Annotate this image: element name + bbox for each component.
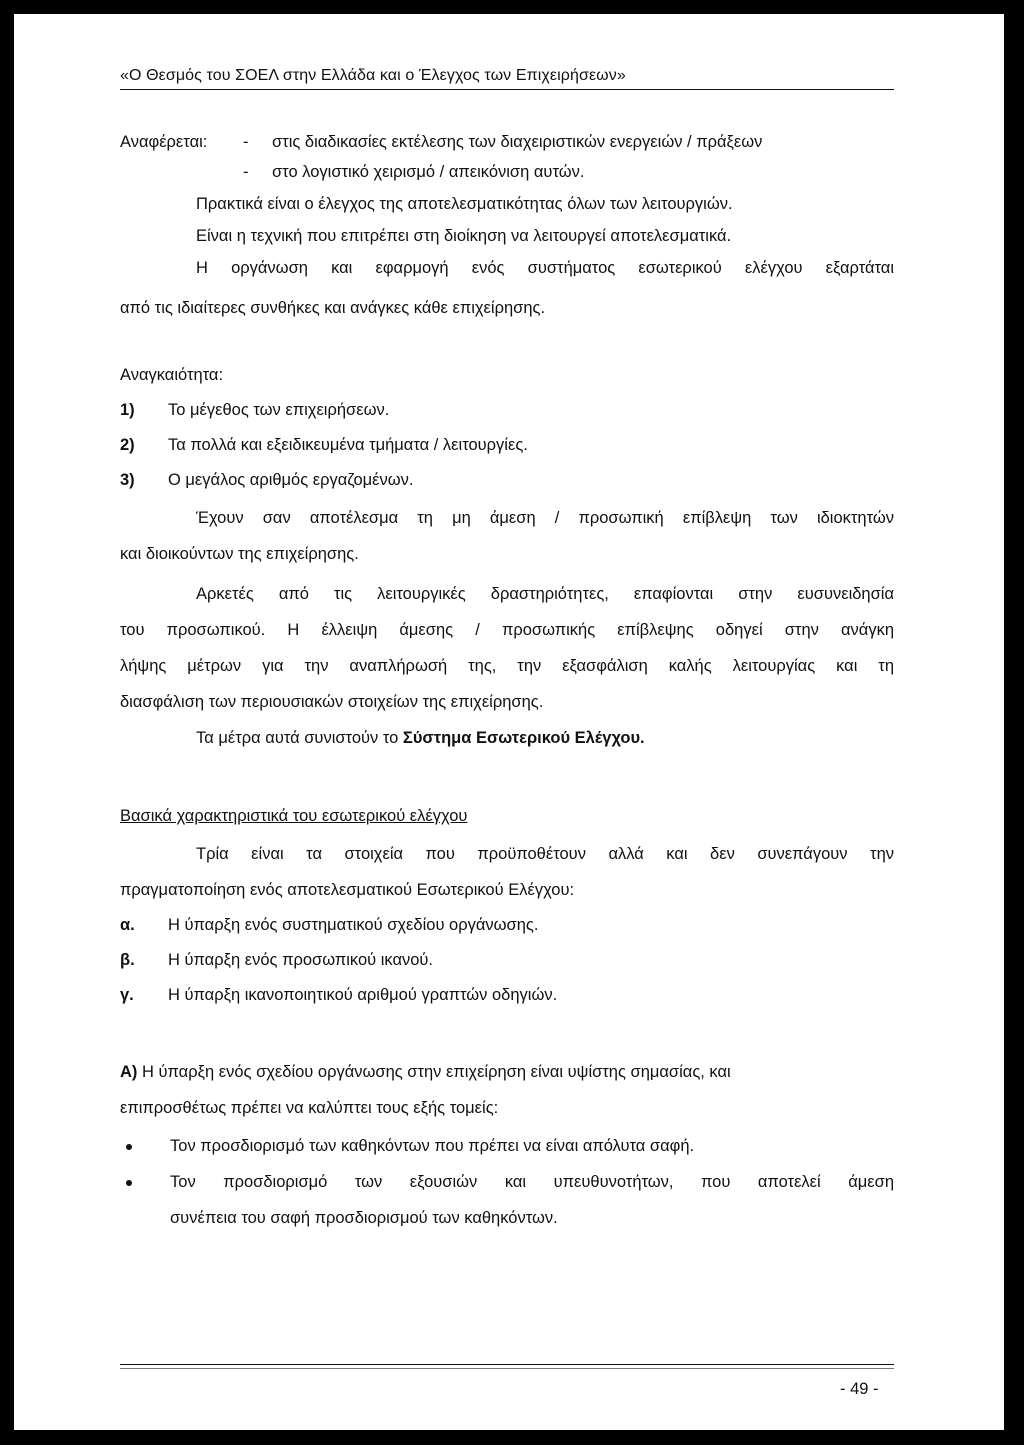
necessity-p1-line-1: Έχουν σαν αποτέλεσμα τη μη άμεση / προσωπική επίβλεψη των ιδιοκτητών	[196, 509, 894, 527]
section-a-bullet-2-line-2: συνέπεια του σαφή προσδιορισμού των καθηκόντων.	[170, 1209, 558, 1227]
section-a-text: Η ύπαρξη ενός σχεδίου οργάνωσης στην επιχείρηση είναι υψίστης σημασίας, και	[137, 1063, 731, 1081]
p3-bold-term: Σύστημα Εσωτερικού Ελέγχου.	[402, 729, 645, 747]
necessity-item-1	[120, 400, 389, 420]
footer-rule-secondary	[120, 1368, 894, 1369]
intro-line-5: Η οργάνωση και εφαρμογή ενός συστήματος εσωτερικού ελέγχου εξαρτάται	[196, 259, 894, 277]
p3-text: Τα μέτρα αυτά συνιστούν το	[196, 729, 403, 747]
intro-line-3: Πρακτικά είναι ο έλεγχος της αποτελεσματικότητας όλων των λειτουργιών.	[196, 195, 733, 213]
necessity-item-3	[120, 470, 413, 490]
section-a-label: Α)	[120, 1063, 138, 1081]
necessity-heading: Αναγκαιότητα:	[120, 366, 224, 384]
header-rule	[120, 89, 894, 90]
characteristics-item-c	[120, 985, 557, 1005]
item-number: 1)	[120, 401, 135, 419]
item-text: Η ύπαρξη ενός συστηματικού σχεδίου οργάνωσης.	[168, 916, 539, 934]
characteristics-heading: Βασικά χαρακτηριστικά του εσωτερικού ελέγχου	[120, 807, 468, 825]
dash-2: -	[243, 163, 249, 181]
characteristics-line-2: πραγματοποίηση ενός αποτελεσματικού Εσωτερικού Ελέγχου:	[120, 881, 575, 899]
footer-rule	[120, 1364, 894, 1365]
section-a-line-1	[120, 1062, 894, 1082]
item-number: 2)	[120, 436, 135, 454]
refers-item-2: στο λογιστικό χειρισμό / απεικόνιση αυτών.	[272, 163, 585, 181]
intro-line-6: από τις ιδιαίτερες συνθήκες και ανάγκες κάθε επιχείρησης.	[120, 299, 546, 317]
section-a-bullet-2-line-1: Τον προσδιορισμό των εξουσιών και υπευθυνοτήτων, που αποτελεί άμεση	[170, 1173, 894, 1191]
refers-item-1: στις διαδικασίες εκτέλεσης των διαχειριστικών ενεργειών / πράξεων	[272, 133, 763, 151]
item-text: Το μέγεθος των επιχειρήσεων.	[168, 401, 390, 419]
characteristics-line-1: Τρία είναι τα στοιχεία που προϋποθέτουν αλλά και δεν συνεπάγουν την	[196, 845, 894, 863]
item-text: Η ύπαρξη ενός προσωπικού ικανού.	[168, 951, 434, 969]
item-letter: γ.	[120, 986, 134, 1004]
running-header: «Ο Θεσμός του ΣΟΕΛ στην Ελλάδα και ο Έλεγχος των Επιχειρήσεων»	[120, 67, 626, 84]
item-text: Τα πολλά και εξειδικευμένα τμήματα / λειτουργίες.	[168, 436, 528, 454]
necessity-p2-line-1: Αρκετές από τις λειτουργικές δραστηριότητες, επαφίονται στην ευσυνειδησία	[196, 585, 894, 603]
section-a-line-2: επιπροσθέτως πρέπει να καλύπτει τους εξής τομείς:	[120, 1099, 499, 1117]
bullet-icon	[126, 1180, 132, 1186]
intro-line-4: Είναι η τεχνική που επιτρέπει στη διοίκηση να λειτουργεί αποτελεσματικά.	[196, 227, 732, 245]
document-page	[14, 14, 1004, 1430]
necessity-p2-line-4: διασφάλιση των περιουσιακών στοιχείων της επιχείρησης.	[120, 693, 544, 711]
item-letter: α.	[120, 916, 135, 934]
dash-1: -	[243, 133, 249, 151]
item-letter: β.	[120, 951, 135, 969]
necessity-p1-line-2: και διοικούντων της επιχείρησης.	[120, 545, 359, 563]
item-number: 3)	[120, 471, 135, 489]
item-text: Ο μεγάλος αριθμός εργαζομένων.	[168, 471, 414, 489]
bullet-icon	[126, 1144, 132, 1150]
characteristics-item-a	[120, 915, 538, 935]
section-a-bullet-1: Τον προσδιορισμό των καθηκόντων που πρέπει να είναι απόλυτα σαφή.	[170, 1137, 695, 1155]
page-number: - 49 -	[840, 1380, 879, 1398]
refers-label: Αναφέρεται:	[120, 133, 208, 151]
necessity-p2-line-2: του προσωπικού. Η έλλειψη άμεσης / προσωπικής επίβλεψης οδηγεί στην ανάγκη	[120, 621, 894, 639]
characteristics-item-b	[120, 950, 433, 970]
necessity-p3	[196, 728, 645, 748]
necessity-item-2	[120, 435, 528, 455]
necessity-p2-line-3: λήψης μέτρων για την αναπλήρωσή της, την εξασφάλιση καλής λειτουργίας και τη	[120, 657, 894, 675]
item-text: Η ύπαρξη ικανοποιητικού αριθμού γραπτών οδηγιών.	[168, 986, 558, 1004]
